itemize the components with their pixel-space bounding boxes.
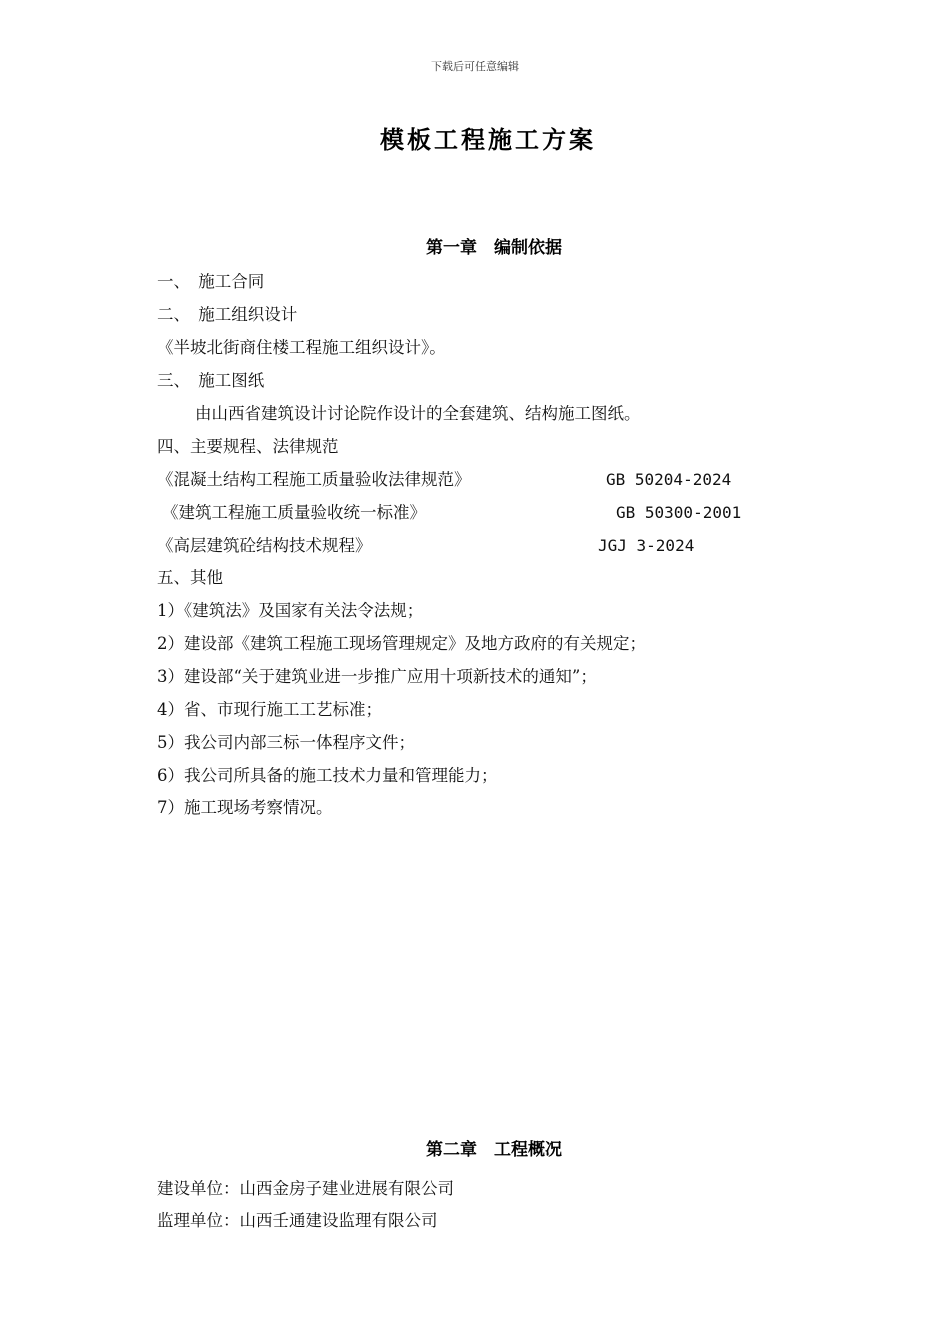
document-title: 模板工程施工方案 xyxy=(380,126,596,154)
section-contract: 一、 施工合同 xyxy=(157,272,265,291)
organization-design-reference: 《半坡北街商住楼工程施工组织设计》。 xyxy=(157,338,446,357)
other-item-3: 3）建设部“关于建筑业进一步推广应用十项新技术的通知”； xyxy=(157,667,597,686)
header-note: 下载后可任意编辑 xyxy=(431,60,519,73)
supervisor-unit: 监理单位：山西壬通建设监理有限公司 xyxy=(157,1211,438,1230)
chapter-1-heading: 第一章 编制依据 xyxy=(426,238,562,258)
other-item-2: 2）建设部《建筑工程施工现场管理规定》及地方政府的有关规定； xyxy=(157,634,646,653)
drawings-description: 由山西省建筑设计讨论院作设计的全套建筑、结构施工图纸。 xyxy=(195,404,641,423)
chapter-2-heading: 第二章 工程概况 xyxy=(426,1140,562,1160)
other-item-7: 7）施工现场考察情况。 xyxy=(157,798,333,817)
other-item-4: 4）省、市现行施工工艺标准； xyxy=(157,700,382,719)
section-drawings: 三、 施工图纸 xyxy=(157,371,265,390)
other-item-6: 6）我公司所具备的施工技术力量和管理能力； xyxy=(157,766,498,785)
standard-name-3: 《高层建筑砼结构技术规程》 xyxy=(157,536,372,555)
standard-name-1: 《混凝土结构工程施工质量验收法律规范》 xyxy=(157,470,471,489)
standard-code-3: JGJ 3-2024 xyxy=(598,536,695,555)
standard-code-2: GB 50300-2001 xyxy=(616,503,742,522)
section-organization-design: 二、 施工组织设计 xyxy=(157,305,298,324)
standard-code-1: GB 50204-2024 xyxy=(606,470,732,489)
standard-name-2: 《建筑工程施工质量验收统一标准》 xyxy=(162,503,426,522)
builder-unit: 建设单位：山西金房子建业进展有限公司 xyxy=(157,1179,454,1198)
section-other: 五、其他 xyxy=(157,568,223,587)
section-regulations: 四、主要规程、法律规范 xyxy=(157,437,339,456)
other-item-1: 1）《建筑法》及国家有关法令法规； xyxy=(157,601,424,620)
other-item-5: 5）我公司内部三标一体程序文件； xyxy=(157,733,415,752)
